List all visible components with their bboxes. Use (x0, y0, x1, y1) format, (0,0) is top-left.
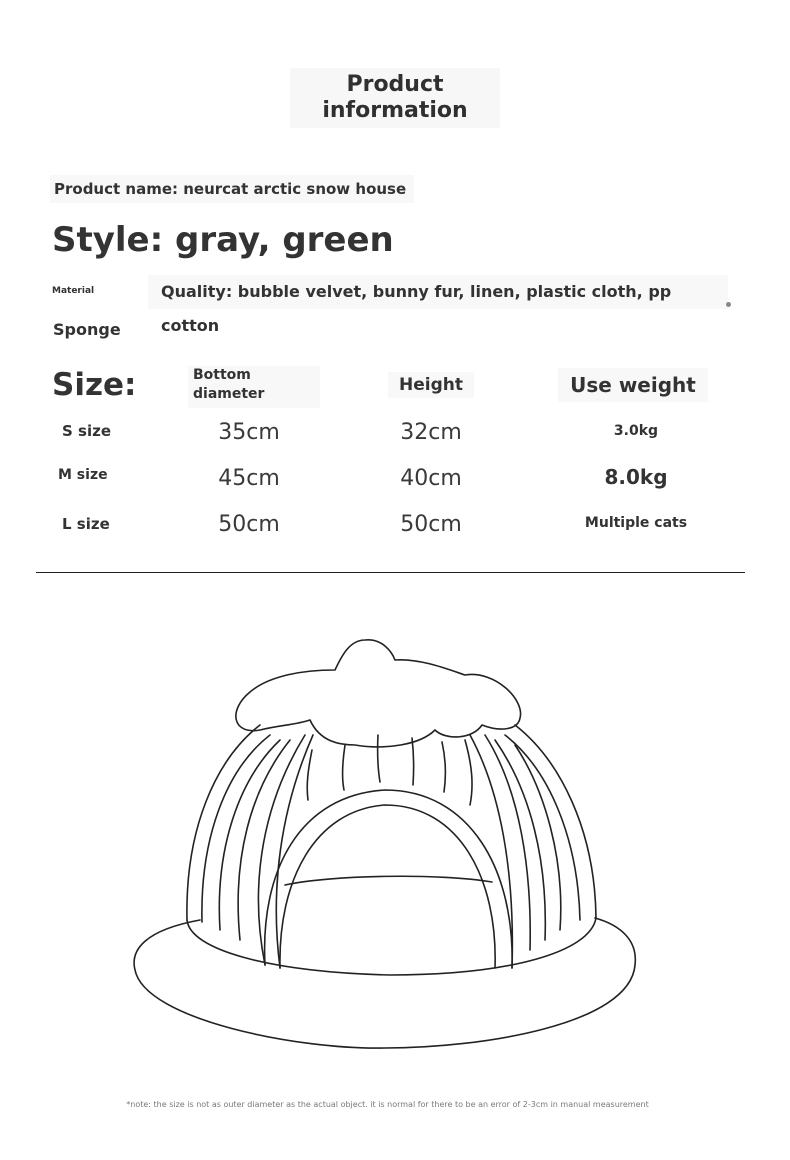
page-title (290, 68, 500, 128)
row-label-l: L size (62, 515, 110, 533)
page-title-line-1: Product (346, 72, 444, 97)
row-label-m: M size (58, 467, 108, 483)
footnote: *note: the size is not as outer diameter as the actual object. it is normal for there to be an error of 2-3cm in manual measurement (126, 1100, 649, 1109)
row-label-s: S size (62, 422, 111, 440)
header-use-weight: Use weight (558, 368, 708, 402)
cell-bottom-m: 45cm (218, 466, 280, 491)
flower-top (236, 640, 521, 747)
size-title: Size: (52, 367, 137, 403)
cell-height-s: 32cm (400, 420, 462, 445)
style-line: Style: gray, green (52, 220, 394, 260)
header-bottom-line-1: Bottom (193, 367, 251, 383)
header-height: Height (388, 372, 474, 398)
cell-height-l: 50cm (400, 512, 462, 537)
base-cushion (134, 918, 635, 1048)
cell-bottom-s: 35cm (218, 420, 280, 445)
material-extra: Sponge (53, 320, 121, 339)
decorative-dot (726, 302, 731, 307)
cell-weight-l: Multiple cats (584, 515, 688, 531)
snow-house-illustration (120, 630, 650, 1060)
cell-weight-s: 3.0kg (613, 423, 659, 439)
material-quality: Quality: bubble velvet, bunny fur, linen, plastic cloth, pp cotton (148, 275, 728, 309)
cell-height-m: 40cm (400, 466, 462, 491)
material-label: Material (52, 286, 95, 296)
section-divider (36, 572, 745, 573)
header-bottom-diameter (188, 366, 320, 408)
cell-weight-m: 8.0kg (604, 465, 668, 489)
cell-bottom-l: 50cm (218, 512, 280, 537)
page-title-line-2: information (322, 98, 468, 123)
header-bottom-line-2: diameter (193, 386, 265, 402)
product-name: Product name: neurcat arctic snow house (50, 175, 414, 203)
